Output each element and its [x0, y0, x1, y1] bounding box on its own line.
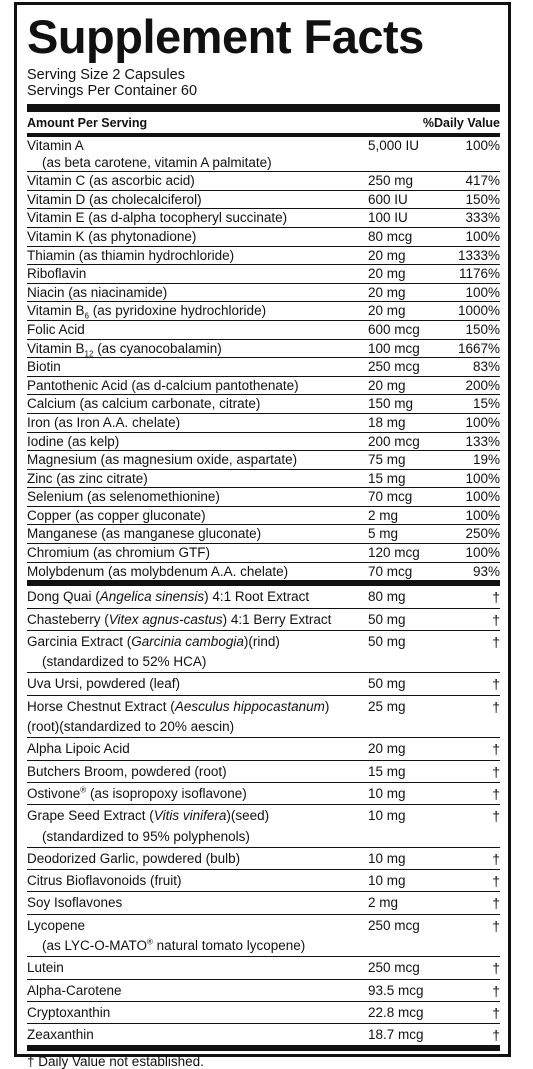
nutrient-name-text: Niacin (as niacinamide)	[27, 284, 168, 300]
footnote: † Daily Value not established.	[27, 1054, 204, 1069]
nutrient-amount: 150 mg	[368, 396, 414, 412]
ingredient-name-text: Alpha-Carotene	[27, 982, 122, 998]
ingredient-amount: 15 mg	[368, 763, 406, 779]
nutrient-daily-value: 1176%	[458, 266, 500, 282]
ingredient-row	[27, 586, 500, 608]
nutrient-daily-value: 100%	[465, 284, 500, 300]
ingredient-name-suffix: (as isopropoxy isoflavone)	[86, 785, 247, 801]
nutrient-name-text: Vitamin D (as cholecalciferol)	[27, 191, 202, 207]
nutrient-row	[27, 470, 500, 489]
nutrient-row	[27, 563, 500, 581]
ingredient-name-text: Butchers Broom, powdered (root)	[27, 763, 227, 779]
ingredient-name-text: Uva Ursi, powdered (leaf)	[27, 676, 181, 692]
nutrient-row	[27, 544, 500, 563]
dagger-mark: †	[492, 895, 500, 912]
ingredient-name-text: Dong Quai (	[27, 589, 100, 605]
nutrient-name	[27, 359, 368, 376]
dagger-mark: †	[492, 741, 500, 758]
latin-name: Aesculus hippocastanum	[174, 698, 325, 714]
nutrient-daily-value: 1000%	[457, 303, 500, 319]
nutrient-name-text: Vitamin B	[27, 303, 85, 319]
ingredient-row	[27, 761, 500, 783]
ingredient-amount: 20 mg	[368, 741, 406, 757]
nutrient-daily-value: 333%	[465, 210, 500, 226]
dagger-mark: †	[492, 1027, 500, 1044]
nutrient-name-text: Selenium (as selenomethionine)	[27, 489, 220, 505]
nutrient-name-text: Biotin	[27, 359, 61, 375]
nutrient-amount: 120 mcg	[368, 545, 420, 561]
nutrient-daily-value: 100%	[465, 489, 500, 505]
ingredient-amount: 10 mg	[368, 850, 406, 866]
dagger-mark: †	[492, 1004, 500, 1021]
nutrient-amount: 75 mg	[368, 452, 406, 468]
ingredient-name	[27, 610, 368, 630]
nutrient-amount: 80 mcg	[368, 228, 413, 244]
ingredient-name	[27, 697, 368, 738]
thick-divider	[27, 104, 500, 112]
dagger-mark: †	[492, 873, 500, 890]
nutrient-name-text: Riboflavin	[27, 266, 87, 282]
ingredient-name-suffix: )(seed)	[226, 808, 270, 824]
nutrient-daily-value: 100%	[465, 138, 500, 153]
ingredient-detail: (standardized to 95% polyphenols)	[42, 828, 250, 844]
nutrient-name	[27, 396, 368, 413]
nutrient-name	[27, 138, 368, 171]
registered-mark: ®	[147, 937, 153, 947]
ingredient-row	[27, 1024, 500, 1045]
dagger-mark: †	[492, 785, 500, 802]
nutrient-row	[27, 340, 500, 359]
amount-per-serving-label: Amount Per Serving	[27, 115, 148, 130]
nutrient-daily-value: 83%	[472, 359, 500, 375]
ingredient-name-text: Lutein	[27, 960, 64, 976]
ingredient-row	[27, 783, 500, 805]
ingredient-name-text: Lycopene	[27, 917, 86, 933]
ingredient-amount: 250 mcg	[368, 960, 420, 976]
nutrient-name-text: Vitamin A	[27, 138, 84, 153]
ingredient-detail: (root)(standardized to 20% aescin)	[27, 719, 235, 735]
nutrient-amount: 600 mcg	[368, 321, 420, 337]
ingredient-name	[27, 849, 368, 869]
nutrient-name	[27, 248, 368, 265]
ingredient-name	[27, 1003, 368, 1023]
nutrient-name	[27, 471, 368, 488]
nutrient-row	[27, 247, 500, 266]
ingredient-detail-text: (as LYC-O-MATO	[42, 938, 148, 953]
dagger-mark: †	[492, 982, 500, 999]
ingredient-amount: 18.7 mcg	[368, 1027, 424, 1043]
ingredient-name	[27, 893, 368, 913]
nutrient-name	[27, 489, 368, 506]
nutrient-amount: 600 IU	[368, 191, 408, 207]
nutrient-row	[27, 191, 500, 210]
nutrient-name-text: Thiamin (as thiamin hydrochloride)	[27, 247, 235, 263]
nutrient-name	[27, 526, 368, 543]
ingredient-row	[27, 609, 500, 631]
nutrient-amount: 20 mg	[368, 266, 406, 282]
nutrient-source: (as beta carotene, vitamin A palmitate)	[42, 154, 272, 170]
nutrient-row	[27, 358, 500, 377]
ingredient-amount: 10 mg	[368, 808, 406, 824]
nutrient-amount: 100 mcg	[368, 340, 420, 356]
dagger-mark: †	[492, 633, 500, 650]
nutrient-name-text: Chromium (as chromium GTF)	[27, 545, 211, 561]
ingredient-name	[27, 739, 368, 759]
panel-title: Supplement Facts	[27, 10, 424, 63]
nutrient-row	[27, 284, 500, 303]
nutrient-name	[27, 210, 368, 227]
dagger-mark: †	[492, 808, 500, 825]
ingredient-amount: 10 mg	[368, 785, 406, 801]
ingredient-name-text: Citrus Bioflavonoids (fruit)	[27, 873, 182, 889]
nutrient-name-text: Iodine (as kelp)	[27, 433, 120, 449]
ingredient-name-text: Grape Seed Extract (	[27, 808, 154, 824]
ingredient-name-suffix: )(rind)	[243, 633, 280, 649]
nutrient-row	[27, 451, 500, 470]
nutrient-amount: 100 IU	[368, 210, 408, 226]
ingredient-name-text: Garcinia Extract (	[27, 633, 132, 649]
dagger-mark: †	[492, 960, 500, 977]
ingredient-list	[27, 586, 500, 1045]
nutrient-amount: 70 mcg	[368, 563, 413, 579]
nutrient-name-text: Pantothenic Acid (as d-calcium pantothenate)	[27, 377, 299, 393]
ingredient-row	[27, 892, 500, 914]
nutrient-daily-value: 150%	[465, 191, 500, 207]
ingredient-name-suffix: )	[324, 698, 330, 714]
nutrient-row	[27, 172, 500, 191]
nutrient-name	[27, 564, 368, 581]
nutrient-name	[27, 266, 368, 283]
nutrient-name	[27, 229, 368, 246]
nutrient-name-text: Magnesium (as magnesium oxide, aspartate)	[27, 452, 298, 468]
ingredient-name-text: Soy Isoflavones	[27, 895, 123, 911]
registered-mark: ®	[80, 785, 87, 795]
ingredient-row	[27, 631, 500, 674]
ingredient-name-text: Deodorized Garlic, powdered (bulb)	[27, 850, 241, 866]
nutrient-amount: 250 mg	[368, 173, 414, 189]
nutrient-name-suffix: (as pyridoxine hydrochloride)	[88, 303, 267, 319]
nutrient-row	[27, 321, 500, 340]
nutrient-name-suffix: (as cyanocobalamin)	[93, 340, 222, 356]
nutrient-name	[27, 378, 368, 395]
ingredient-amount: 22.8 mcg	[368, 1004, 424, 1020]
ingredient-row	[27, 980, 500, 1002]
nutrient-amount: 5 mg	[368, 526, 399, 542]
dagger-mark: †	[492, 589, 500, 606]
ingredient-name	[27, 958, 368, 978]
latin-name: Garcinia cambogia	[131, 633, 244, 649]
ingredient-name	[27, 674, 368, 694]
nutrient-daily-value: 100%	[465, 507, 500, 523]
dagger-mark: †	[492, 917, 500, 934]
nutrient-name	[27, 452, 368, 469]
nutrient-row	[27, 525, 500, 544]
ingredient-row	[27, 696, 500, 739]
nutrient-row	[27, 507, 500, 526]
ingredient-row	[27, 957, 500, 979]
ingredient-name-text: Alpha Lipoic Acid	[27, 741, 130, 757]
ingredient-amount: 2 mg	[368, 895, 399, 911]
nutrient-amount: 20 mg	[368, 284, 406, 300]
nutrient-daily-value: 250%	[465, 526, 500, 542]
ingredient-name	[27, 784, 368, 804]
nutrient-name-text: Vitamin C (as ascorbic acid)	[27, 173, 195, 189]
ingredient-name	[27, 806, 368, 847]
ingredient-name-text: Chasteberry (	[27, 611, 109, 627]
latin-name: Vitex agnus-castus	[108, 611, 223, 627]
nutrient-name	[27, 415, 368, 432]
ingredient-name-text: Cryptoxanthin	[27, 1004, 111, 1020]
nutrient-name-text: Vitamin K (as phytonadione)	[27, 228, 197, 244]
nutrient-row	[27, 265, 500, 284]
nutrient-daily-value: 100%	[465, 414, 500, 430]
nutrient-daily-value: 1333%	[457, 247, 500, 263]
ingredient-row	[27, 805, 500, 848]
nutrient-daily-value: 417%	[465, 173, 500, 189]
nutrient-name-text: Calcium (as calcium carbonate, citrate)	[27, 396, 261, 412]
column-header	[27, 112, 500, 133]
nutrient-daily-value: 100%	[465, 470, 500, 486]
nutrient-row	[27, 433, 500, 452]
nutrient-name-text: Zinc (as zinc citrate)	[27, 470, 148, 486]
nutrient-name	[27, 192, 368, 209]
nutrient-amount: 200 mcg	[368, 433, 420, 449]
supplement-facts-panel	[14, 2, 511, 1069]
ingredient-amount: 10 mg	[368, 873, 406, 889]
nutrient-name-text: Vitamin E (as d-alpha tocopheryl succinate)	[27, 210, 288, 226]
nutrient-amount: 20 mg	[368, 377, 406, 393]
ingredient-row	[27, 915, 500, 958]
nutrient-name-text: Folic Acid	[27, 321, 85, 337]
nutrient-amount: 2 mg	[368, 507, 399, 523]
ingredient-detail: (standardized to 52% HCA)	[42, 654, 207, 670]
ingredient-name-text: Ostivone	[27, 785, 81, 801]
dagger-mark: †	[492, 676, 500, 693]
nutrient-name	[27, 545, 368, 562]
ingredient-amount: 93.5 mcg	[368, 982, 424, 998]
ingredient-name	[27, 981, 368, 1001]
nutrient-daily-value: 100%	[465, 228, 500, 244]
nutrient-daily-value: 19%	[472, 452, 500, 468]
nutrient-daily-value: 133%	[465, 433, 500, 449]
ingredient-amount: 25 mg	[368, 698, 406, 714]
ingredient-name-text: Zeaxanthin	[27, 1027, 94, 1043]
dagger-mark: †	[492, 850, 500, 867]
dagger-mark: †	[492, 698, 500, 715]
ingredient-row	[27, 738, 500, 760]
ingredient-row	[27, 870, 500, 892]
nutrient-amount: 18 mg	[368, 414, 406, 430]
nutrient-name-text: Manganese (as manganese gluconate)	[27, 526, 262, 542]
ingredient-detail-suffix: natural tomato lycopene)	[152, 938, 306, 953]
nutrient-row	[27, 377, 500, 396]
nutrient-amount: 5,000 IU	[368, 138, 420, 153]
latin-name: Angelica sinensis	[99, 589, 205, 605]
nutrient-daily-value: 200%	[465, 377, 500, 393]
nutrient-subscript: 6	[84, 312, 89, 322]
nutrient-daily-value: 15%	[472, 396, 500, 412]
nutrient-name-text: Copper (as copper gluconate)	[27, 507, 206, 523]
ingredient-detail	[27, 936, 368, 956]
nutrient-daily-value: 1667%	[457, 340, 500, 356]
nutrient-name	[27, 285, 368, 302]
nutrient-subscript: 12	[84, 349, 94, 359]
nutrient-name-text: Molybdenum (as molybdenum A.A. chelate)	[27, 563, 289, 579]
nutrient-name	[27, 434, 368, 451]
ingredient-amount: 50 mg	[368, 676, 406, 692]
ingredient-name	[27, 632, 368, 673]
ingredient-name-suffix: ) 4:1 Berry Extract	[222, 611, 332, 627]
serving-size: Serving Size 2 Capsules	[27, 67, 185, 83]
vitamin-list	[27, 137, 500, 580]
nutrient-daily-value: 150%	[465, 321, 500, 337]
nutrient-name	[27, 303, 368, 320]
ingredient-name-suffix: ) 4:1 Root Extract	[204, 589, 310, 605]
nutrient-daily-value: 100%	[465, 545, 500, 561]
nutrient-amount: 250 mcg	[368, 359, 420, 375]
ingredient-name	[27, 762, 368, 782]
nutrient-amount: 70 mcg	[368, 489, 413, 505]
nutrient-name-text: Iron (as Iron A.A. chelate)	[27, 414, 181, 430]
latin-name: Vitis vinifera	[153, 808, 227, 824]
nutrient-name-text: Vitamin B	[27, 340, 85, 356]
ingredient-row	[27, 848, 500, 870]
nutrient-name	[27, 341, 368, 358]
dagger-mark: †	[492, 611, 500, 628]
ingredient-name	[27, 587, 368, 607]
ingredient-amount: 250 mcg	[368, 917, 420, 933]
nutrient-row	[27, 488, 500, 507]
nutrient-name	[27, 508, 368, 525]
nutrient-amount: 15 mg	[368, 470, 406, 486]
nutrient-amount: 20 mg	[368, 247, 406, 263]
nutrient-row	[27, 137, 500, 172]
ingredient-amount: 80 mg	[368, 589, 406, 605]
ingredient-name-text: Horse Chestnut Extract (	[27, 698, 175, 714]
ingredient-row	[27, 673, 500, 695]
daily-value-label: %Daily Value	[422, 115, 500, 130]
servings-per-container: Servings Per Container 60	[27, 83, 198, 99]
nutrient-row	[27, 209, 500, 228]
nutrient-row	[27, 414, 500, 433]
ingredient-amount: 50 mg	[368, 611, 406, 627]
ingredient-name	[27, 916, 368, 957]
nutrient-row	[27, 395, 500, 414]
nutrient-row	[27, 302, 500, 321]
nutrient-name	[27, 173, 368, 190]
dagger-mark: †	[492, 763, 500, 780]
ingredient-row	[27, 1002, 500, 1024]
nutrient-name	[27, 322, 368, 339]
nutrient-row	[27, 228, 500, 247]
nutrient-daily-value: 93%	[472, 563, 500, 579]
ingredient-name	[27, 1025, 368, 1045]
ingredient-name	[27, 871, 368, 891]
nutrient-amount: 20 mg	[368, 303, 406, 319]
ingredient-amount: 50 mg	[368, 633, 406, 649]
